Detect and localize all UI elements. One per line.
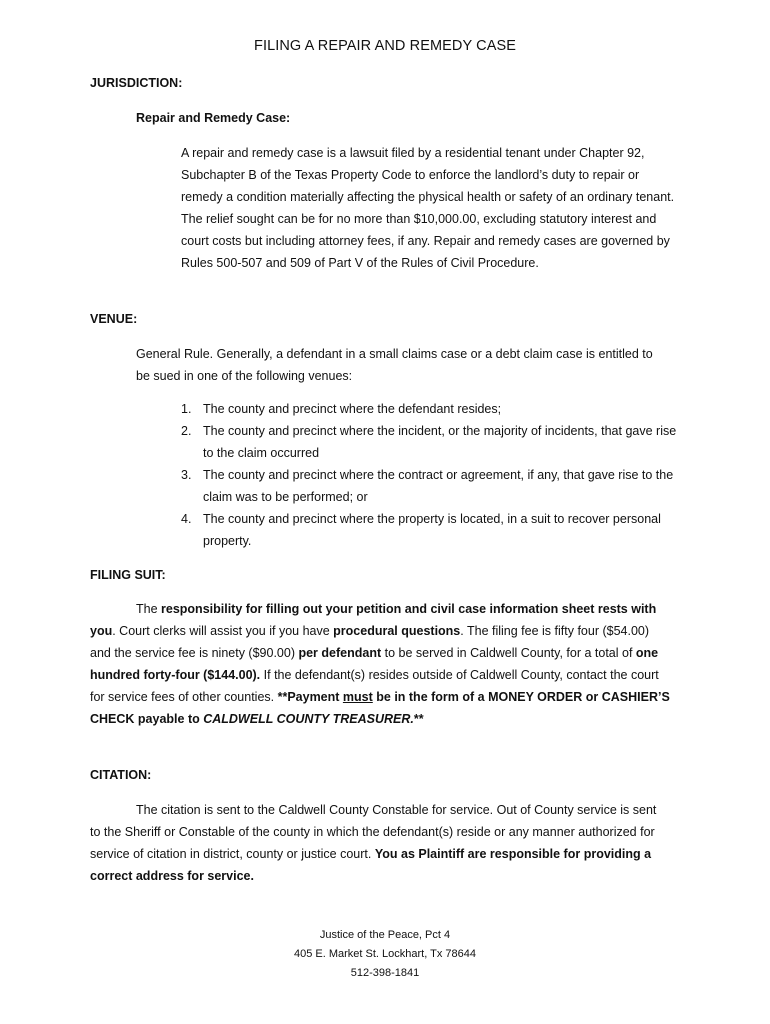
repair-remedy-subheading: Repair and Remedy Case: — [136, 111, 291, 125]
venue-heading: VENUE: — [90, 312, 138, 326]
footer-office: Justice of the Peace, Pct 4 — [319, 929, 451, 941]
list-item-number: 3. — [181, 468, 192, 482]
filing-suit-paragraph: The responsibility for filling out your petition and civil case information sheet rests with you. Court clerks will assist you if you have procedural questions. The filing fee is fifty four ($54.00) and the service fee is ninety ($90.00) per defendant to be served in Caldwell County, for a total of one hundred forty-four ($144.00). If the defendant(s) resides outside of Caldwell County, contact the court for service fees of other counties. **Payment must be in the form of a MONEY ORDER or CASHIER’S CHECK payable to CALDWELL COUNTY TREASURER.** — [90, 602, 670, 726]
list-item-number: 4. — [181, 512, 192, 526]
citation-paragraph: The citation is sent to the Caldwell County Constable for service. Out of County service is sent to the Sheriff or Constable of the county in which the defendant(s) reside or any manner authorized for service of citation in district, county or justice court. You as Plaintiff are responsible for providing a correct address for service. — [90, 803, 657, 883]
list-item-text: The county and precinct where the contract or agreement, if any, that gave rise to the claim was to be performed; or — [203, 468, 674, 504]
jurisdiction-paragraph: A repair and remedy case is a lawsuit filed by a residential tenant under Chapter 92, Subchapter B of the Texas Property Code to enforce the landlord’s duty to repair or remedy a condition materially affecting the physical health or safety of an ordinary tenant. The relief sought can be for no more than $10,000.00, excluding statutory interest and court costs but including attorney fees, if any. Repair and remedy cases are governed by Rules 500-507 and 509 of Part V of the Rules of Civil Procedure. — [181, 146, 675, 270]
list-item-text: The county and precinct where the defendant resides; — [203, 402, 502, 416]
list-item — [181, 420, 681, 464]
list-item — [181, 464, 681, 508]
citation-heading: CITATION: — [90, 768, 152, 782]
list-item — [181, 508, 681, 552]
list-item-text: The county and precinct where the property is located, in a suit to recover personal property. — [203, 512, 661, 548]
list-item-number: 1. — [181, 402, 192, 416]
page-title: FILING A REPAIR AND REMEDY CASE — [253, 38, 517, 54]
venue-list — [181, 398, 681, 552]
venue-intro: General Rule. Generally, a defendant in a small claims case or a debt claim case is entitled to be sued in one of the following venues: — [136, 347, 653, 383]
jurisdiction-heading: JURISDICTION: — [90, 76, 183, 90]
footer-street: 405 E. Market St. Lockhart, Tx 78644 — [293, 948, 476, 960]
list-item — [181, 398, 681, 420]
list-item-text: The county and precinct where the incident, or the majority of incidents, that gave rise to the claim occurred — [203, 424, 677, 460]
footer-address — [0, 926, 770, 983]
filing-suit-heading: FILING SUIT: — [90, 568, 166, 582]
footer-phone: 512-398-1841 — [350, 967, 420, 979]
list-item-number: 2. — [181, 424, 192, 438]
